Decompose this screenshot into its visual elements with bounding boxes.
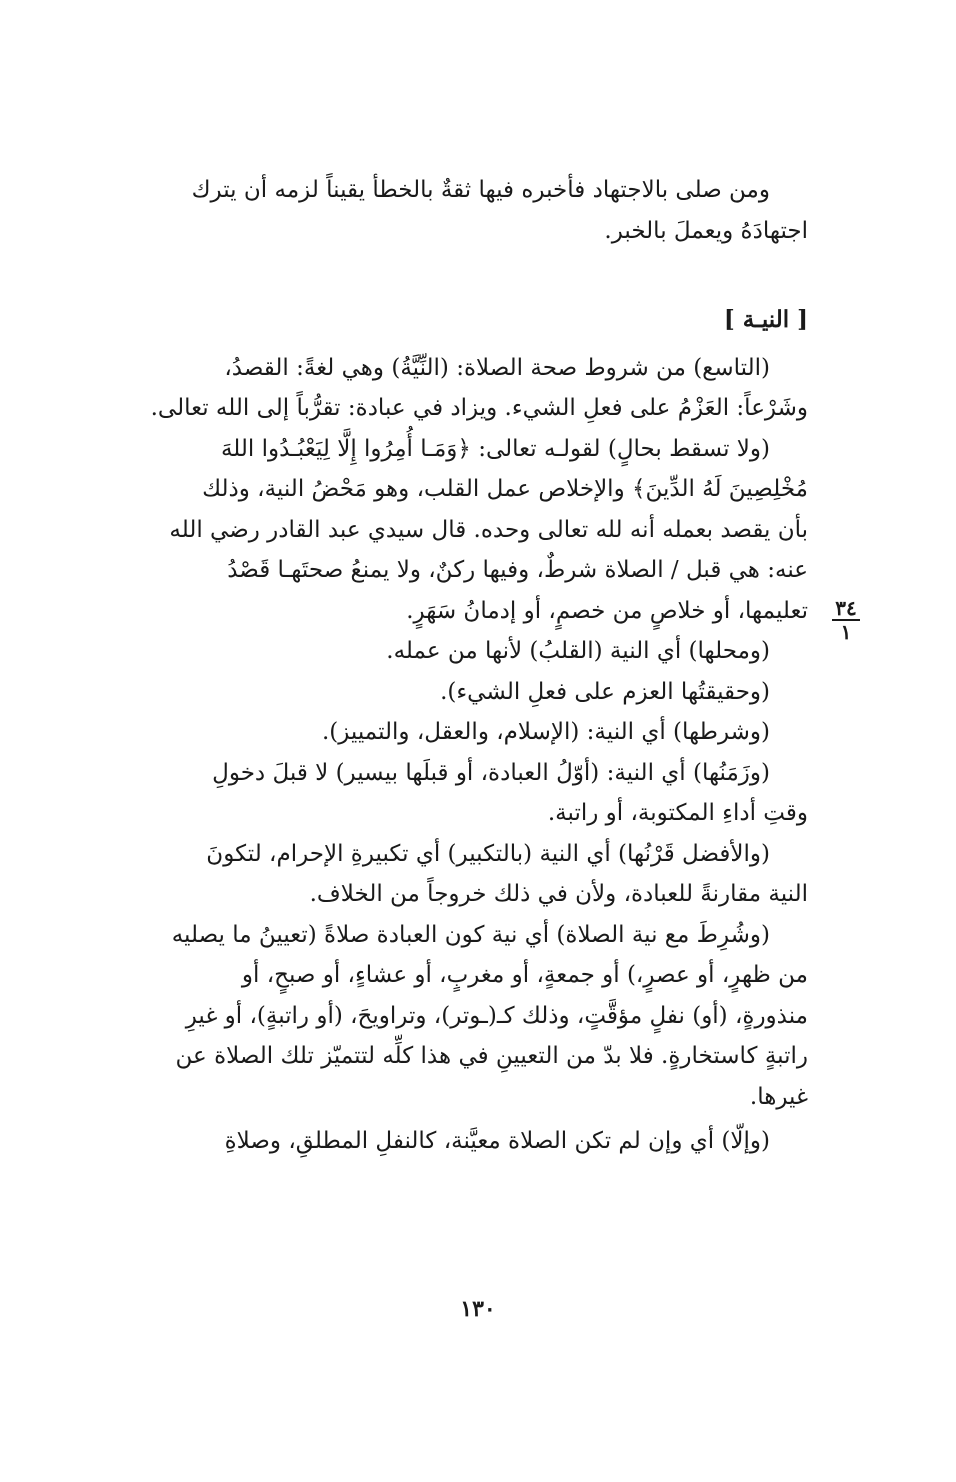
text-line: مُخْلِصِينَ لَهُ الدِّينَ﴾ والإخلاص عمل القلب، وهو مَحْضُ النية، وذلك [202, 476, 808, 502]
intro-paragraph [134, 170, 808, 251]
text-line: (وزَمَنُها) أي النية: (أوّلُ العبادة، أو قبلَها بيسير) لا قبلَ دخولِ [212, 759, 770, 786]
text-line: (وشرطها) أي النية: (الإسلام، والعقل، والتمييز). [321, 719, 770, 745]
text-line: من ظهرٍ، أو عصرٍ،) أو جمعةٍ، أو مغربٍ، أو عشاءٍ، أو صبحٍ، أو [241, 962, 808, 988]
text-line: بأن يقصد بعمله أنه لله تعالى وحده. قال سيدي عبد القادر رضي الله [169, 516, 808, 543]
intro-line: ومن صلى بالاجتهاد فأخبره فيها ثقةٌ بالخطأ يقيناً لزمه أن يترك [191, 177, 770, 203]
text-line: (وإلّا) أي وإن لم تكن الصلاة معيَّنة، كالنفلِ المطلقِ، وصلاةِ [224, 1128, 770, 1154]
text-line: غيرها. [749, 1083, 808, 1110]
text-line: راتبةٍ كاستخارةٍ. فلا بدّ من التعيينِ في هذا كلِّه لتتميّز تلك الصلاة عن [175, 1043, 808, 1069]
margin-reference-bottom: ١ [840, 620, 852, 644]
text-line: عنه: هي قبل / الصلاة شرطٌ، وفيها ركنٌ، ولا يمنعُ صحتَهـا قَصْدُ [227, 557, 808, 583]
section-heading: [ النيـة ] [723, 306, 808, 333]
text-line: منذورةٍ، (أو) نفلٍ مؤقَّتٍ، وذلك كـ(ـوتر)، وتراويحَ، (أو راتبةٍ)، أو غيرِ [185, 1002, 808, 1029]
text-line: (وشُرِطَ مع نية الصلاة) أي نية كون العبادة صلاةً (تعيينُ ما يصليه [171, 921, 770, 948]
text-line: النية مقارنةً للعبادة، ولأن في ذلك خروجاً من الخلاف. [309, 881, 808, 907]
text-line: (التاسع) من شروط صحة الصلاة: (النِّيَّةُ) وهي لغةً: القصدُ، [224, 354, 770, 381]
text-line: وقتِ أداءِ المكتوبة، أو راتبة. [547, 800, 808, 826]
margin-reference-top: ٣٤ [832, 598, 860, 621]
text-line: تعليمها، أو خلاصٍ من خصمٍ، أو إدمانُ سَهَرٍ. [406, 597, 808, 624]
text-line: وشَرْعاً: العَزْمُ على فعلِ الشيء. ويزاد في عبادة: تقرُّباً إلى الله تعالى. [150, 395, 808, 421]
intro-line: اجتهادَهُ ويعملَ بالخبر. [604, 217, 808, 244]
margin-page-reference [826, 598, 866, 642]
text-line: (وحقيقتُها العزم على فعلِ الشيء). [440, 678, 770, 705]
page-number: ١٣٠ [460, 1296, 496, 1322]
text-line: (ومحلها) أي النية (القلبُ) لأنها من عمله. [386, 638, 770, 664]
main-text [134, 300, 808, 1162]
text-line: (ولا تسقط بحالٍ) لقولـه تعالى: ﴿وَمَـا أُمِرُوا إِلَّا لِيَعْبُـدُوا اللهَ [220, 435, 770, 462]
text-line: (والأفضل قَرْنُها) أي النية (بالتكبير) أي تكبيرةِ الإحرام، لتكونَ [206, 840, 770, 867]
